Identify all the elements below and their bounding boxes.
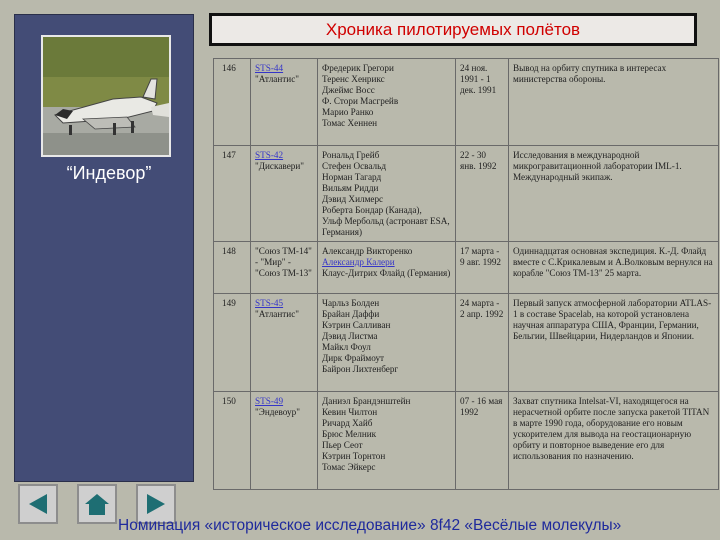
crew-member: Марио Ранко	[322, 107, 374, 117]
mission-cell	[251, 242, 318, 294]
table-row	[214, 294, 719, 392]
home-icon	[83, 491, 111, 517]
crew-member: Кевин Чилтон	[322, 407, 378, 417]
mission-dates: 24 марта - 2 апр. 1992	[456, 294, 509, 392]
mission-link[interactable]: STS-45	[255, 298, 284, 308]
mission-ship: "Союз ТМ-14" - "Мир" - "Союз ТМ-13"	[255, 246, 312, 278]
mission-notes: Захват спутника Intelsat-VI, находящегося на нерасчетной орбите после запуска ракетой TITAN в марте 1990 года, оборудование его новым ускорителем для вывода на геостационарную орбиту и повторное выведение его для использования по назначению.	[509, 392, 719, 490]
mission-notes: Исследования в международной микрогравитационной лаборатории IML-1. Международный экипаж.	[509, 146, 719, 242]
page-title: Хроника пилотируемых полётов	[209, 13, 697, 46]
table-row	[214, 146, 719, 242]
crew-member: Даниэл Брандэнштейн	[322, 396, 411, 406]
crew-member: Норман Тагард	[322, 172, 382, 182]
crew-member: Ульф Мербольд (астронавт ESA, Германия)	[322, 216, 450, 237]
table-row	[214, 242, 719, 294]
crew-cell	[318, 294, 456, 392]
table-row	[214, 392, 719, 490]
crew-member: Байрон Лихтенберг	[322, 364, 399, 374]
mission-number: 147	[214, 146, 251, 242]
crew-member-link[interactable]: Александр Калери	[322, 257, 395, 267]
side-panel	[14, 14, 194, 482]
crew-member: Ф. Стори Масгрейв	[322, 96, 399, 106]
crew-member: Брюс Мелник	[322, 429, 377, 439]
crew-member: Томас Хеннен	[322, 118, 378, 128]
mission-dates: 24 ноя. 1991 - 1 дек. 1991	[456, 59, 509, 146]
crew-member: Кэтрин Салливан	[322, 320, 391, 330]
shuttle-caption: “Индевор”	[66, 163, 152, 183]
mission-link[interactable]: STS-42	[255, 150, 284, 160]
footer-caption: Номинация «историческое исследование» 8f42 «Весёлые молекулы»	[118, 517, 622, 534]
mission-link[interactable]: STS-49	[255, 396, 284, 406]
crew-member: Брайан Даффи	[322, 309, 380, 319]
shuttle-photo	[41, 35, 171, 157]
mission-ship: "Эндевоур"	[255, 407, 300, 417]
back-button[interactable]	[18, 484, 58, 524]
mission-cell	[251, 146, 318, 242]
crew-member: Ричард Хайб	[322, 418, 373, 428]
back-arrow-icon	[25, 491, 51, 517]
mission-ship: "Атлантис"	[255, 309, 300, 319]
crew-member: Фредерик Грегори	[322, 63, 394, 73]
crew-member: Майкл Фоул	[322, 342, 371, 352]
mission-dates: 07 - 16 мая 1992	[456, 392, 509, 490]
crew-cell	[318, 392, 456, 490]
forward-arrow-icon	[143, 491, 169, 517]
mission-cell	[251, 59, 318, 146]
crew-member: Рональд Грейб	[322, 150, 380, 160]
mission-notes: Вывод на орбиту спутника в интересах министерства обороны.	[509, 59, 719, 146]
mission-link[interactable]: STS-44	[255, 63, 284, 73]
crew-member: Стефен Освальд	[322, 161, 386, 171]
crew-member: Клаус-Дитрих Флайд (Германия)	[322, 268, 451, 278]
crew-member: Томас Эйкерс	[322, 462, 376, 472]
mission-ship: "Атлантис"	[255, 74, 300, 84]
crew-member: Вильям Ридди	[322, 183, 379, 193]
mission-number: 146	[214, 59, 251, 146]
crew-member: Джеймс Восс	[322, 85, 375, 95]
missions-table-wrapper	[213, 58, 718, 490]
crew-cell	[318, 59, 456, 146]
mission-notes: Одиннадцатая основная экспедиция. К.-Д. Флайд вместе с С.Крикалевым и А.Волковым вернулся на корабле "Союз ТМ-13" 25 марта.	[509, 242, 719, 294]
missions-table	[213, 58, 719, 490]
crew-member: Кэтрин Торнтон	[322, 451, 386, 461]
mission-notes: Первый запуск атмосферной лаборатории ATLAS-1 в составе Spacelab, на которой установлена научная аппаратура США, Франции, Германии, Бельгии, Швейцарии, Нидерландов и Японии.	[509, 294, 719, 392]
crew-member: Роберта Бондар (Канада),	[322, 205, 422, 215]
mission-dates: 17 марта - 9 авг. 1992	[456, 242, 509, 294]
mission-cell	[251, 294, 318, 392]
crew-member: Чарльз Болден	[322, 298, 380, 308]
crew-member: Дэвид Хилмерс	[322, 194, 384, 204]
mission-dates: 22 - 30 янв. 1992	[456, 146, 509, 242]
crew-cell	[318, 242, 456, 294]
table-row	[214, 59, 719, 146]
crew-member: Александр Викторенко	[322, 246, 413, 256]
mission-cell	[251, 392, 318, 490]
mission-number: 149	[214, 294, 251, 392]
space-shuttle-image	[43, 37, 169, 155]
home-button[interactable]	[77, 484, 117, 524]
crew-member: Дирк Фраймоут	[322, 353, 385, 363]
crew-cell	[318, 146, 456, 242]
mission-number: 148	[214, 242, 251, 294]
mission-number: 150	[214, 392, 251, 490]
crew-member: Теренс Хенрикс	[322, 74, 385, 84]
crew-member: Пьер Сеот	[322, 440, 363, 450]
crew-member: Дэвид Листма	[322, 331, 378, 341]
mission-ship: "Дискавери"	[255, 161, 305, 171]
